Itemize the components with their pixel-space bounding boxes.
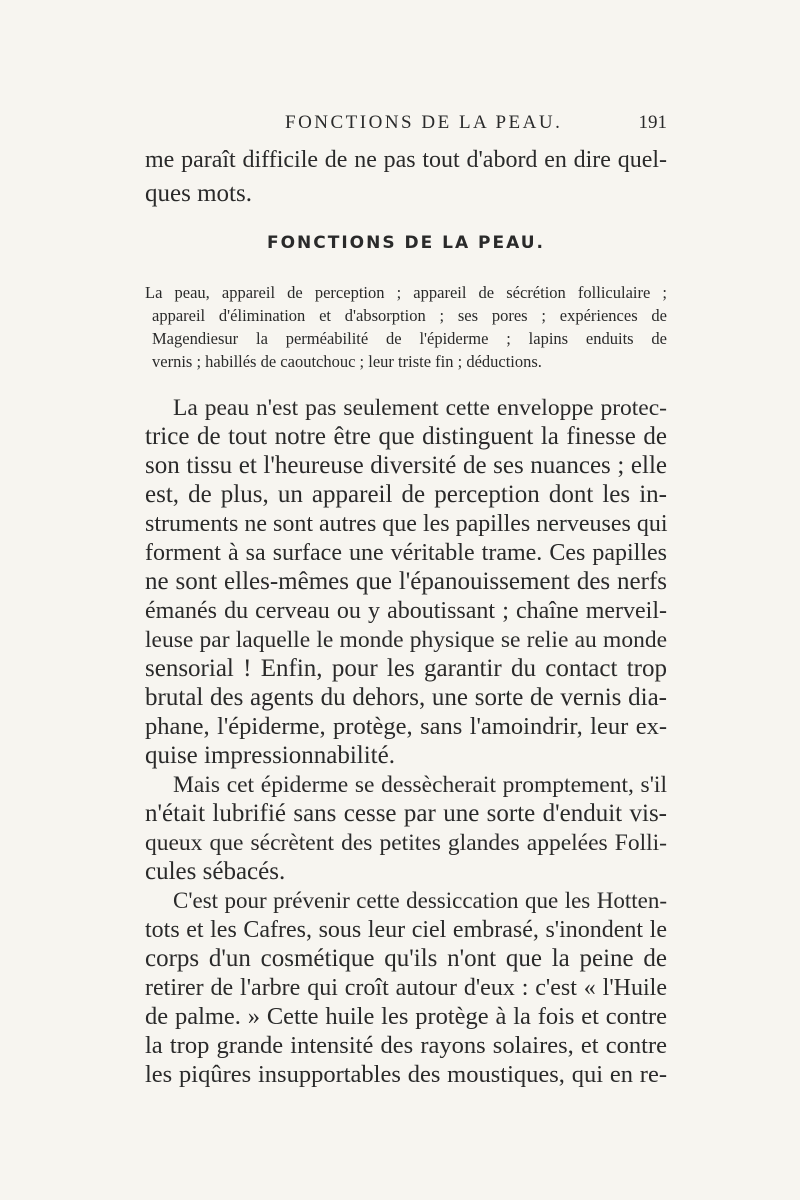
intro-line: me paraît difficile de ne pas tout d'abord en dire quel- [145, 147, 667, 173]
summary-line: appareil d'élimination et d'absorption ; ses pores ; expériences de [152, 306, 667, 325]
section-title: FONCTIONS DE LA PEAU. [266, 233, 546, 253]
running-head [145, 112, 667, 142]
paragraph-line: Mais cet épiderme se dessècherait promptement, s'il [173, 772, 667, 798]
paragraph-line: trice de tout notre être que distinguent la finesse de [145, 423, 667, 450]
paragraph-line: forment à sa surface une véritable trame. Ces papilles [145, 540, 667, 566]
paragraph-line: tots et les Cafres, sous leur ciel embrasé, s'inondent le [145, 917, 667, 943]
paragraph-line: retirer de l'arbre qui croît autour d'eux : c'est « l'Huile [145, 975, 667, 1001]
paragraph-line: leuse par laquelle le monde physique se relie au monde [145, 627, 667, 653]
paragraph-line: corps d'un cosmétique qu'ils n'ont que la peine de [145, 945, 667, 972]
paragraph-line: émanés du cerveau ou y aboutissant ; chaîne merveil- [145, 598, 667, 624]
paragraph-line: cules sébacés. [145, 858, 286, 885]
intro-line: ques mots. [145, 180, 252, 207]
running-title: FONCTIONS DE LA PEAU. [285, 112, 563, 133]
paragraph-line: brutal des agents du dehors, une sorte de vernis dia- [145, 684, 667, 711]
page-number: 191 [638, 112, 667, 133]
paragraph-line: n'était lubrifié sans cesse par une sorte d'enduit vis- [145, 800, 667, 827]
paragraph-line: struments ne sont autres que les papilles nerveuses qui [145, 511, 668, 537]
paragraph-line: C'est pour prévenir cette dessiccation que les Hotten- [173, 888, 667, 913]
paragraph-line: queux que sécrètent des petites glandes appelées Folli- [145, 830, 667, 856]
paragraph-line: ne sont elles-mêmes que l'épanouissement des nerfs [145, 568, 667, 595]
paragraph-line: quise impressionnabilité. [145, 742, 395, 769]
paragraph-line: de palme. » Cette huile les protège à la fois et contre [145, 1003, 667, 1030]
summary-line: La peau, appareil de perception ; appareil de sécrétion folliculaire ; [145, 283, 667, 302]
paragraph-line: La peau n'est pas seulement cette enveloppe protec- [173, 395, 667, 421]
paragraph-line: la trop grande intensité des rayons solaires, et contre [145, 1032, 667, 1059]
paragraph-line: sensorial ! Enfin, pour les garantir du contact trop [145, 655, 667, 682]
paragraph-line: phane, l'épiderme, protège, sans l'amoindrir, leur ex- [145, 713, 667, 740]
paragraph-line: son tissu et l'heureuse diversité de ses nuances ; elle [145, 452, 667, 479]
paragraph-line: les piqûres insupportables des moustiques, qui en re- [145, 1061, 667, 1088]
summary-line: Magendiesur la perméabilité de l'épiderme ; lapins enduits de [152, 329, 667, 348]
summary-line: vernis ; habillés de caoutchouc ; leur triste fin ; déductions. [152, 352, 542, 371]
paragraph-line: est, de plus, un appareil de perception dont les in- [145, 481, 667, 508]
